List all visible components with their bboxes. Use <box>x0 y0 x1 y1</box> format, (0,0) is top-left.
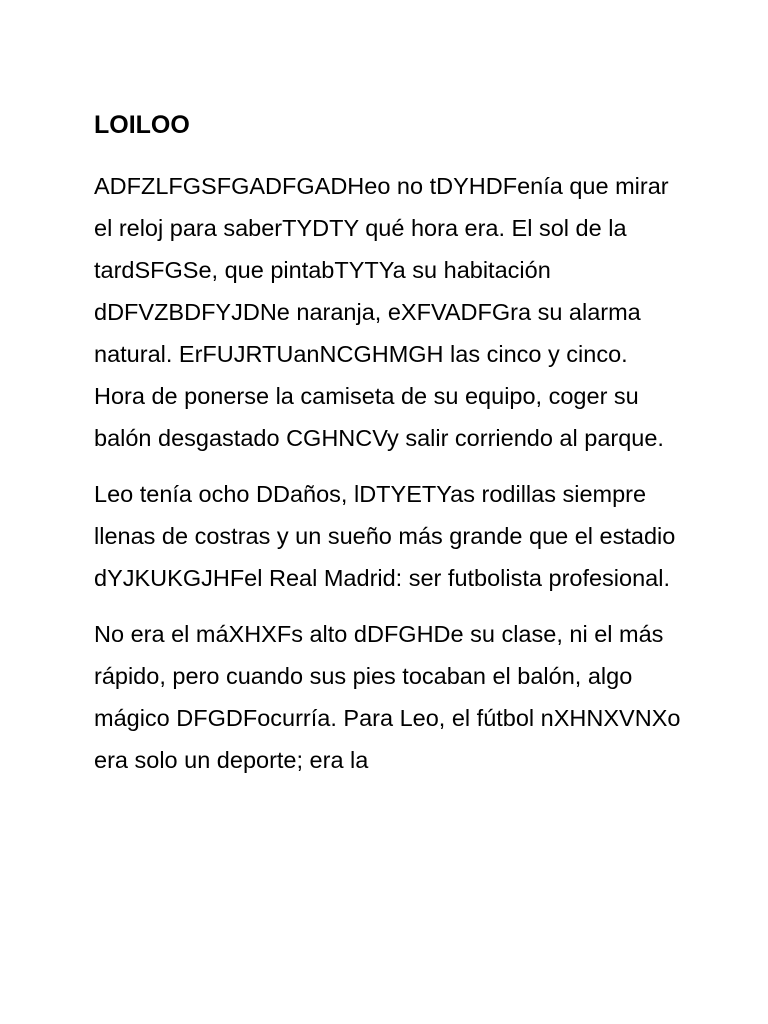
paragraph-1: ADFZLFGSFGADFGADHeo no tDYHDFenía que mirar el reloj para saberTYDTY qué hora era. El sol de la tardSFGSe, que pintabTYTYa su habitación dDFVZBDFYJDNe naranja, eXFVADFGra su alarma natural. ErFUJRTUanNCGHMGH las cinco y cinco. Hora de ponerse la camiseta de su equipo, coger su balón desgastado CGHNCVy salir corriendo al parque. <box>94 173 669 451</box>
paragraph-3: No era el máXHXFs alto dDFGHDe su clase, ni el más rápido, pero cuando sus pies tocaban el balón, algo mágico DFGDFocurría. Para Leo, el fútbol nXHNXVNXo era solo un deporte; era la <box>94 621 681 773</box>
paragraph-2: Leo tenía ocho DDaños, lDTYETYas rodillas siempre llenas de costras y un sueño más grande que el estadio dYJKUKGJHFel Real Madrid: ser futbolista profesional. <box>94 481 676 591</box>
document-page <box>94 108 684 795</box>
document-title: LOILOO <box>94 111 190 139</box>
